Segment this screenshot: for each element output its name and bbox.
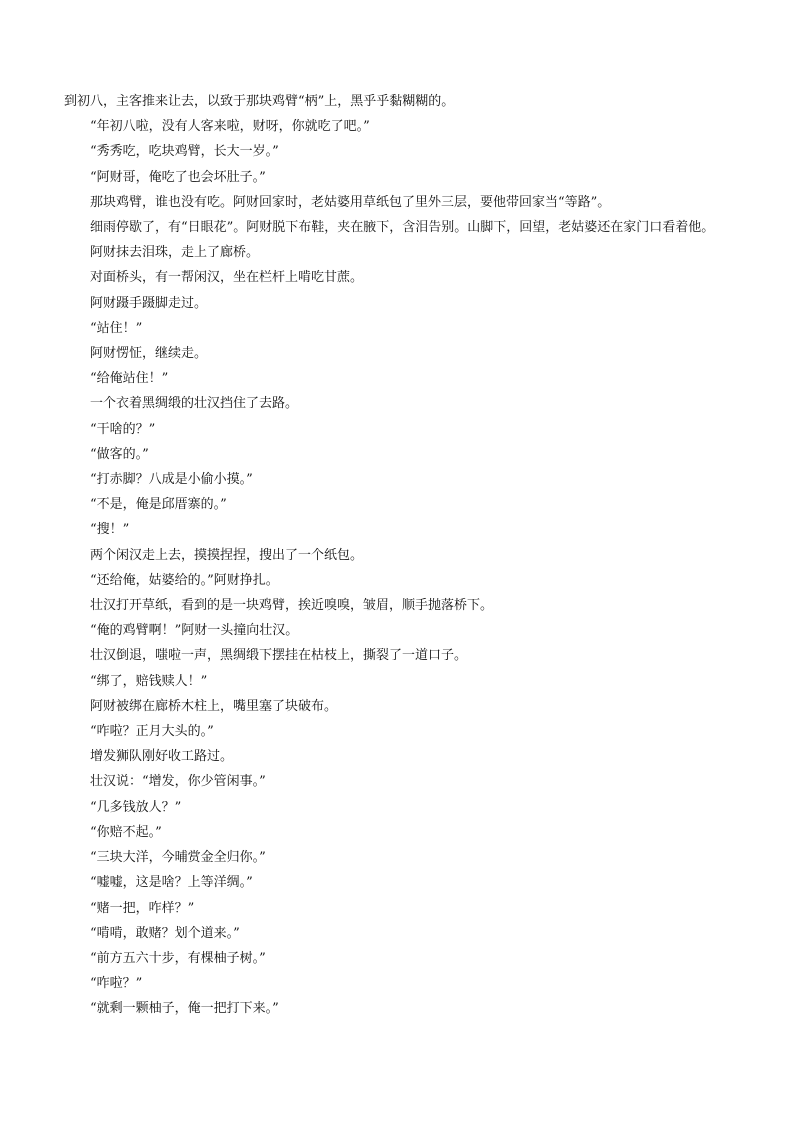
story-text bbox=[64, 89, 732, 1022]
paragraph-33: “赌一把，咋样？” bbox=[90, 900, 195, 916]
paragraph-31: “三块大洋，今晡赏金全归你。” bbox=[90, 850, 266, 866]
paragraph-13: 一个衣着黑绸缎的壮汉挡住了去路。 bbox=[90, 396, 299, 412]
paragraph-30: “你赔不起。” bbox=[90, 824, 162, 840]
paragraph-25: 阿财被绑在廊桥木柱上，嘴里塞了块破布。 bbox=[90, 698, 338, 714]
paragraph-15: “做客的。” bbox=[90, 446, 149, 462]
paragraph-20: “还给俺，姑婆给的。”阿财挣扎。 bbox=[90, 572, 279, 588]
paragraph-24: “绑了，赔钱赎人！” bbox=[90, 673, 208, 689]
paragraph-28: 壮汉说：“增发，你少管闲事。” bbox=[90, 774, 266, 790]
paragraph-3: “秀秀吃，吃块鸡臂，长大一岁。” bbox=[90, 144, 279, 160]
paragraph-17: “不是，俺是邱厝寨的。” bbox=[90, 497, 227, 513]
paragraph-26: “咋啦？正月大头的。” bbox=[90, 724, 214, 740]
paragraph-1: 到初八，主客推来让去，以致于那块鸡臂“柄”上，黑乎乎黏糊糊的。 bbox=[64, 94, 455, 109]
paragraph-14: “干啥的？” bbox=[90, 421, 156, 437]
paragraph-22: “俺的鸡臂啊！”阿财一头撞向壮汉。 bbox=[90, 623, 299, 639]
paragraph-4: “阿财哥，俺吃了也会坏肚子。” bbox=[90, 169, 266, 185]
paragraph-5: 那块鸡臂，谁也没有吃。阿财回家时，老姑婆用草纸包了里外三层，要他带回家当“等路”。 bbox=[90, 194, 611, 210]
paragraph-9: 阿财蹑手蹑脚走过。 bbox=[90, 295, 208, 311]
paragraph-19: 两个闲汉走上去，摸摸捏捏，搜出了一个纸包。 bbox=[90, 547, 364, 563]
paragraph-16: “打赤脚？八成是小偷小摸。” bbox=[90, 472, 253, 488]
paragraph-12: “给俺站住！” bbox=[90, 371, 169, 387]
paragraph-36: “咋啦？” bbox=[90, 976, 143, 992]
paragraph-2: “年初八啦，没有人客来啦，财呀，你就吃了吧。” bbox=[90, 119, 370, 135]
paragraph-8: 对面桥头，有一帮闲汉，坐在栏杆上啃吃甘蔗。 bbox=[90, 270, 364, 286]
paragraph-32: “嘘嘘，这是啥？上等洋绸。” bbox=[90, 875, 253, 891]
paragraph-21: 壮汉打开草纸，看到的是一块鸡臂，挨近嗅嗅，皱眉，顺手抛落桥下。 bbox=[90, 598, 494, 614]
paragraph-11: 阿财愣怔，继续走。 bbox=[90, 346, 208, 362]
paragraph-18: “搜！” bbox=[90, 522, 130, 538]
paragraph-10: “站住！” bbox=[90, 320, 143, 336]
paragraph-6: 细雨停歇了，有“日眼花”。阿财脱下布鞋，夹在腋下，含泪告别。山脚下，回望，老姑婆还在家门口看着他。 bbox=[90, 220, 715, 236]
paragraph-23: 壮汉倒退，嗤啦一声，黑绸缎下摆挂在枯枝上，撕裂了一道口子。 bbox=[90, 648, 468, 664]
paragraph-29: “几多钱放人？” bbox=[90, 799, 182, 815]
paragraph-34: “啃啃，敢赌？划个道来。” bbox=[90, 925, 240, 941]
paragraph-27: 增发狮队刚好收工路过。 bbox=[90, 749, 234, 765]
paragraph-7: 阿财抹去泪珠，走上了廊桥。 bbox=[90, 245, 260, 261]
paragraph-37: “就剩一颗柚子，俺一把打下来。” bbox=[90, 1001, 279, 1017]
paragraph-35: “前方五六十步，有棵柚子树。” bbox=[90, 950, 266, 966]
